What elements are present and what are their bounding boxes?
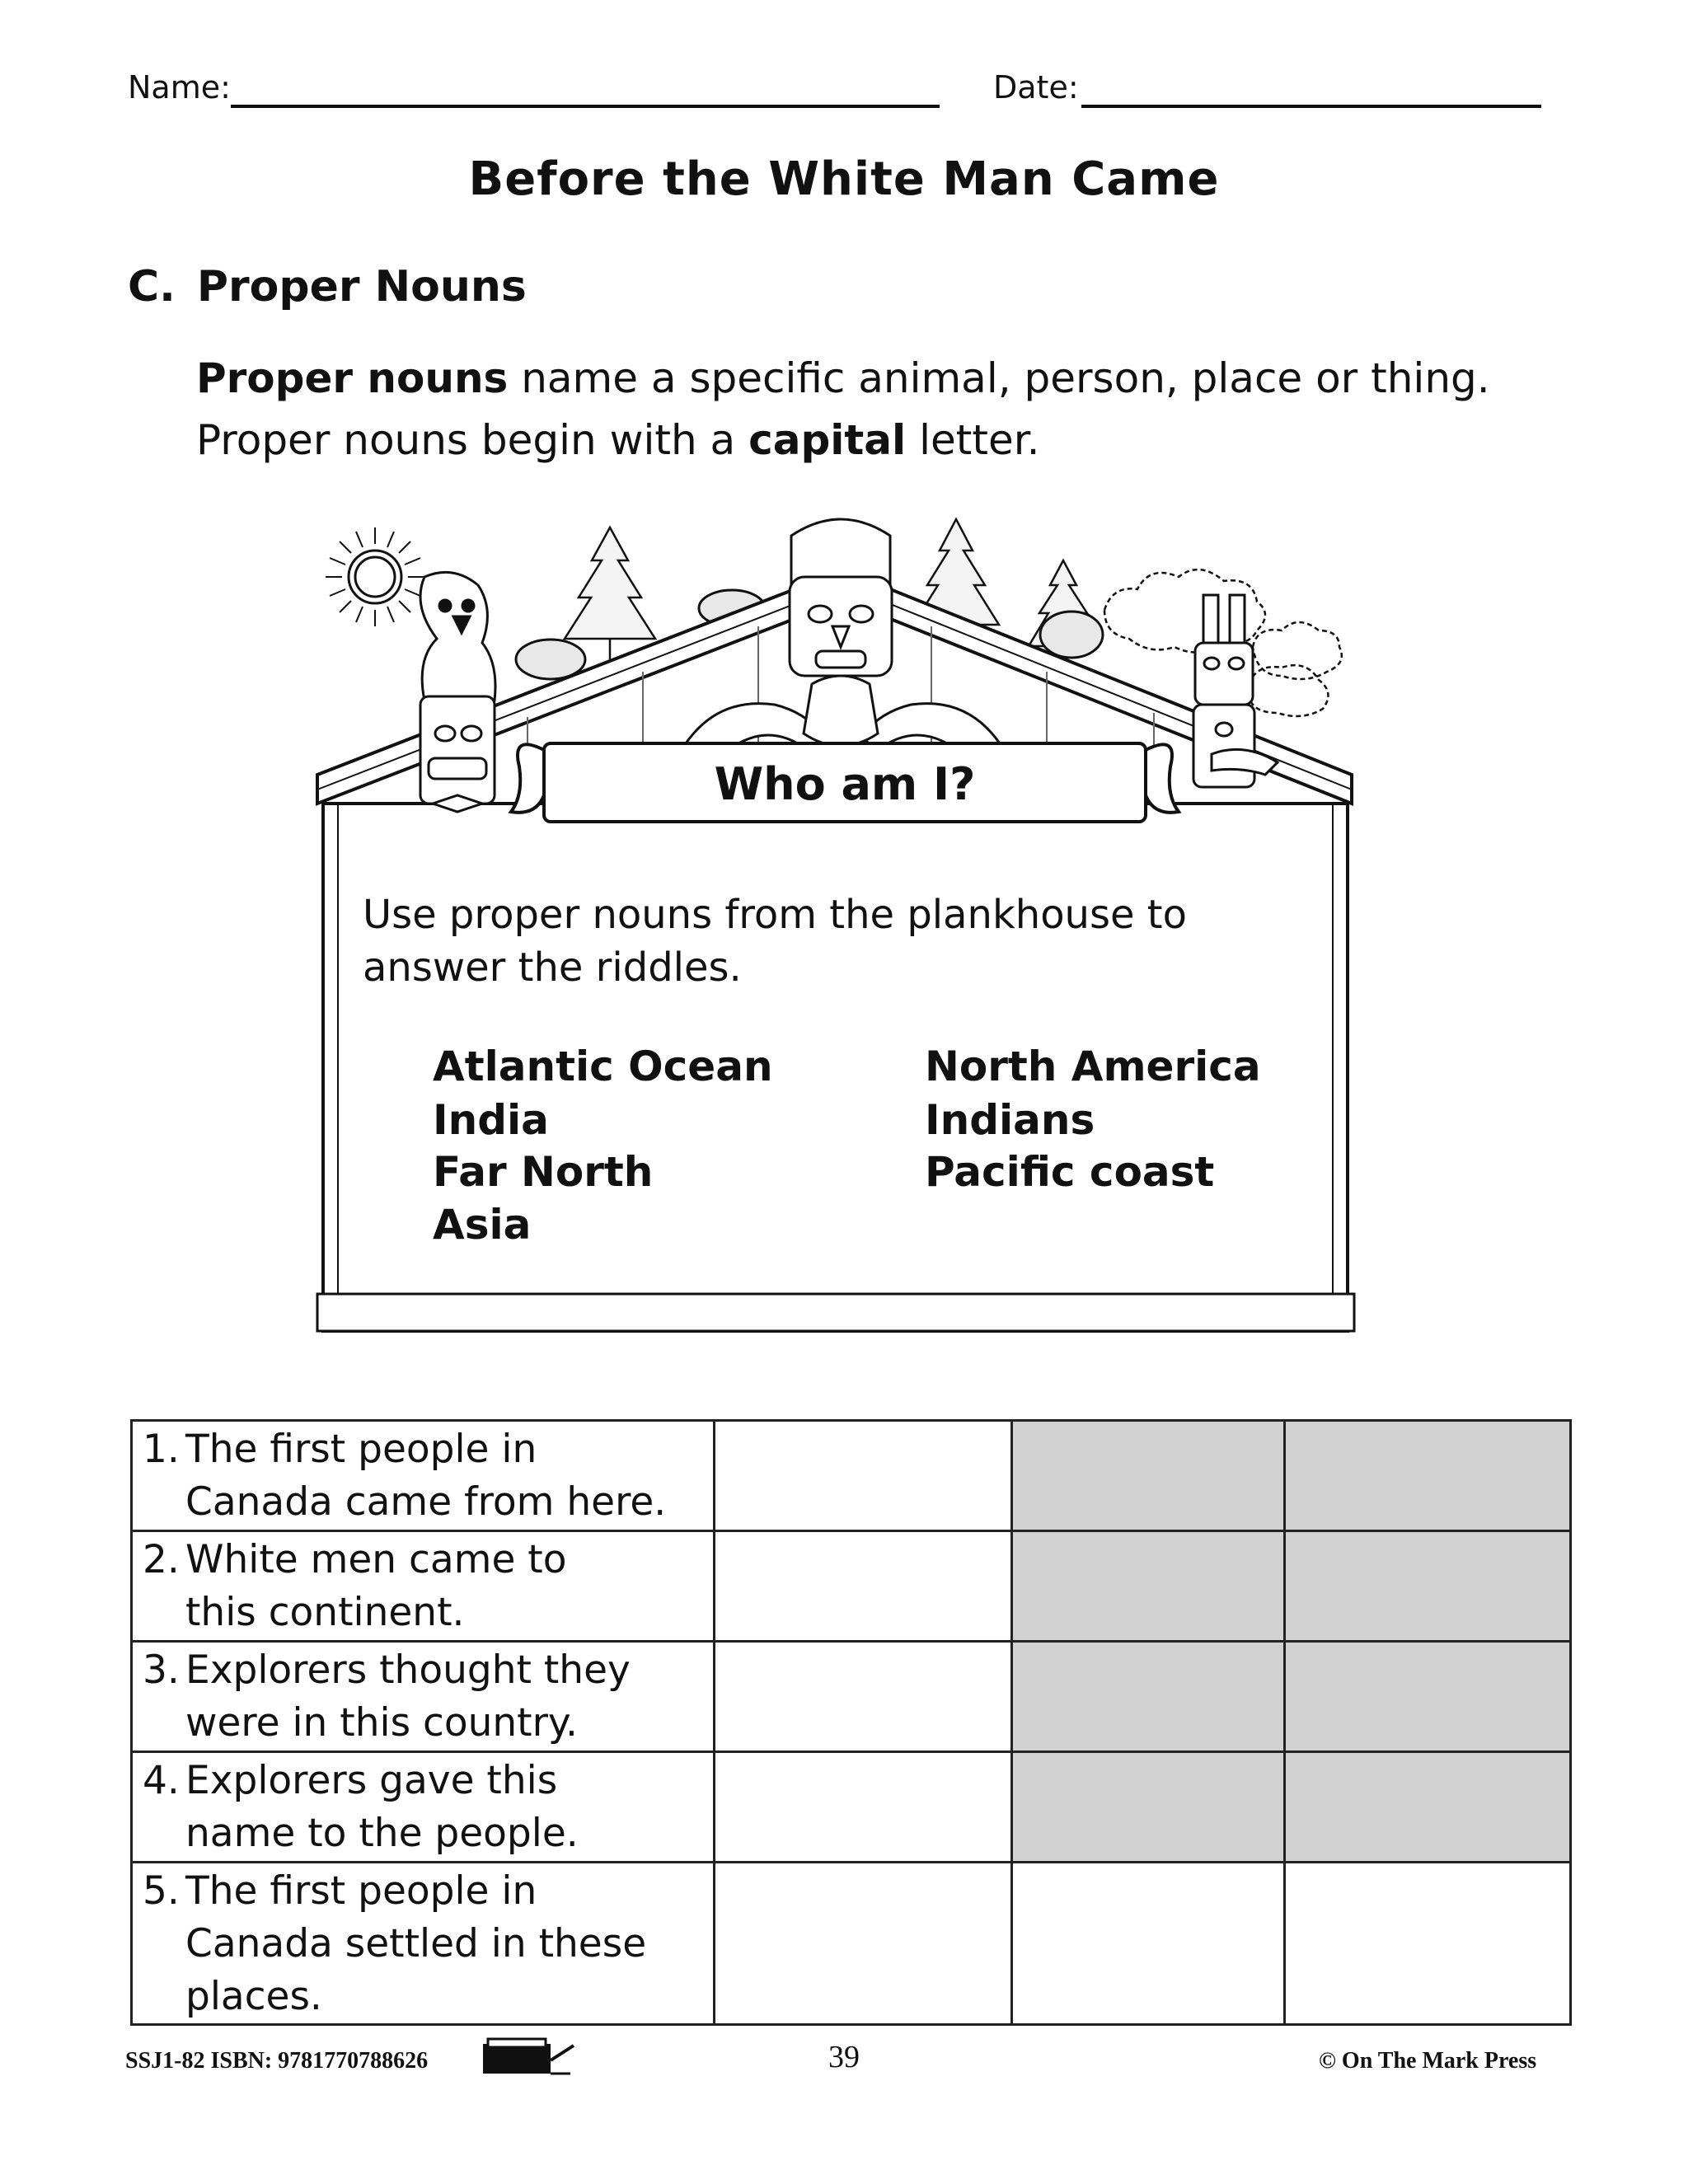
- riddle-text: Canada came from here.: [185, 1479, 667, 1525]
- riddle-cell: [132, 1421, 715, 1531]
- instructions-line-2: answer the riddles.: [363, 944, 742, 991]
- page-title: Before the White Man Came: [468, 152, 1220, 206]
- answer-box[interactable]: [1285, 1863, 1571, 2025]
- riddle-text: name to the people.: [185, 1811, 579, 1856]
- section-letter: C.: [128, 262, 176, 312]
- shaded-cell: [1012, 1531, 1285, 1642]
- riddles-table: [130, 1419, 1572, 2026]
- riddle-cell: [132, 1642, 715, 1752]
- riddle-number: 4.: [143, 1758, 180, 1803]
- table-row: [132, 1531, 1571, 1642]
- shaded-cell: [1012, 1421, 1285, 1531]
- answer-box[interactable]: [715, 1642, 1012, 1752]
- totem-pole-right-icon: [1193, 595, 1278, 787]
- definition-text: name a specific animal, person, place or thing.: [508, 354, 1490, 402]
- riddle-text: places.: [185, 1974, 322, 2019]
- riddle-text: White men came to: [185, 1537, 567, 1582]
- table-row: [132, 1863, 1571, 2025]
- word-bank-item: Atlantic Ocean: [433, 1043, 773, 1090]
- riddle-text: The first people in: [185, 1427, 537, 1472]
- instructions-line-1: Use proper nouns from the plankhouse to: [363, 892, 1187, 938]
- riddle-cell: [132, 1863, 715, 2025]
- page-number: 39: [828, 2040, 860, 2074]
- word-bank-item: Asia: [433, 1201, 532, 1249]
- riddle-text: this continent.: [185, 1590, 465, 1635]
- shaded-cell: [1012, 1752, 1285, 1863]
- name-label: Name:: [128, 69, 231, 105]
- definition-text: Proper nouns begin with a: [196, 416, 749, 464]
- definition-bold-word: capital: [748, 416, 907, 464]
- table-row: [132, 1752, 1571, 1863]
- riddle-text: Canada settled in these: [185, 1921, 647, 1966]
- answer-box[interactable]: [1012, 1863, 1285, 2025]
- shaded-cell: [1285, 1531, 1571, 1642]
- shaded-cell: [1285, 1752, 1571, 1863]
- riddle-cell: [132, 1752, 715, 1863]
- table-row: [132, 1642, 1571, 1752]
- shaded-cell: [1012, 1642, 1285, 1752]
- riddle-cell: [132, 1531, 715, 1642]
- shaded-cell: [1285, 1642, 1571, 1752]
- word-bank-item: India: [433, 1096, 549, 1144]
- book-icon: [480, 2036, 577, 2079]
- answer-box[interactable]: [715, 1752, 1012, 1863]
- definition-text: letter.: [906, 416, 1040, 464]
- answer-box[interactable]: [715, 1863, 1012, 2025]
- word-bank-item: Indians: [925, 1096, 1095, 1144]
- riddle-number: 2.: [143, 1537, 180, 1582]
- section-title: Proper Nouns: [196, 262, 527, 312]
- table-row: [132, 1421, 1571, 1531]
- riddle-text: were in this country.: [185, 1700, 578, 1746]
- date-label: Date:: [993, 69, 1079, 105]
- shaded-cell: [1285, 1421, 1571, 1531]
- footer-publisher: © On The Mark Press: [1319, 2048, 1537, 2074]
- footer-isbn: SSJ1-82 ISBN: 9781770788626: [125, 2048, 429, 2074]
- riddle-number: 3.: [143, 1647, 180, 1693]
- sun-icon: [326, 527, 424, 626]
- riddle-number: 1.: [143, 1427, 180, 1472]
- answer-box[interactable]: [715, 1531, 1012, 1642]
- word-bank-item: Far North: [433, 1148, 654, 1196]
- answer-box[interactable]: [715, 1421, 1012, 1531]
- riddle-text: The first people in: [185, 1868, 537, 1914]
- riddle-number: 5.: [143, 1868, 180, 1914]
- scroll-title: Who am I?: [714, 758, 976, 810]
- word-bank-item: Pacific coast: [925, 1148, 1215, 1196]
- riddle-text: Explorers thought they: [185, 1647, 631, 1693]
- word-bank-item: North America: [925, 1043, 1261, 1090]
- riddle-text: Explorers gave this: [185, 1758, 558, 1803]
- definition-bold-term: Proper nouns: [196, 354, 509, 402]
- totem-pole-left-icon: [420, 572, 495, 812]
